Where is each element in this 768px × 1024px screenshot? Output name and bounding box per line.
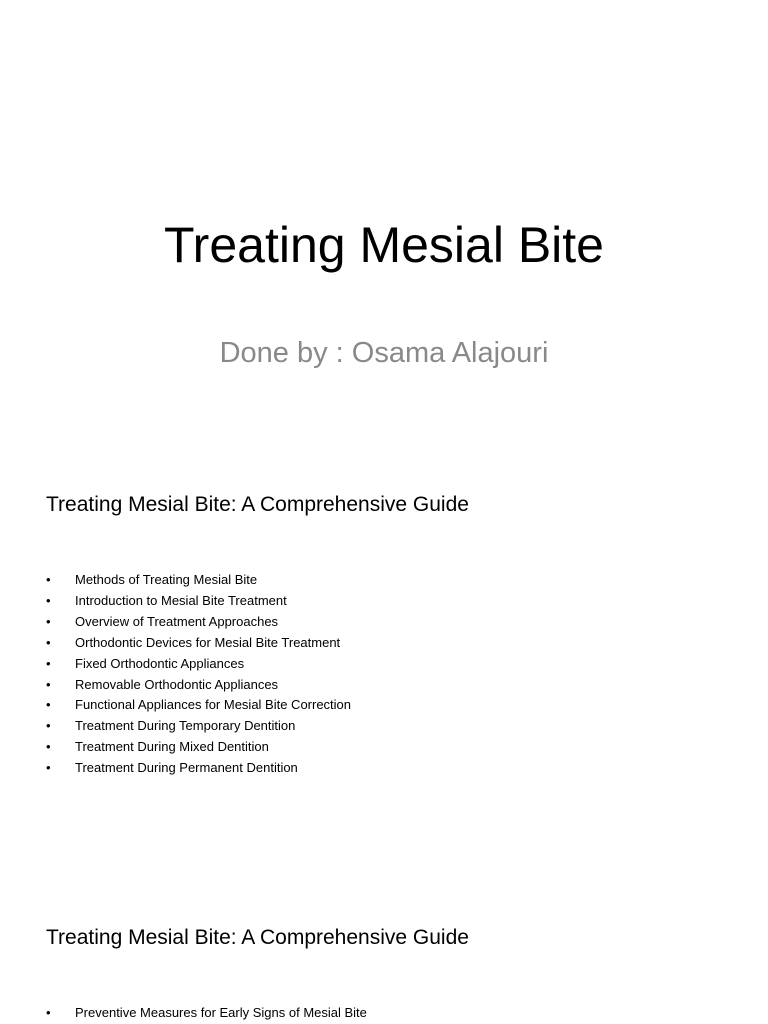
list-item-text: Removable Orthodontic Appliances xyxy=(75,676,279,692)
bullet-icon: • xyxy=(46,760,51,776)
list-item xyxy=(46,633,351,654)
list-item xyxy=(46,737,351,758)
list-item-text: Orthodontic Devices for Mesial Bite Treatment xyxy=(75,634,341,650)
list-item xyxy=(46,570,351,591)
section-heading: Treating Mesial Bite: A Comprehensive Guide xyxy=(46,493,469,516)
list-item-text: Preventive Measures for Early Signs of Mesial Bite xyxy=(75,1005,367,1020)
bullet-icon: • xyxy=(46,718,51,734)
bullet-icon: • xyxy=(46,1005,51,1020)
list-item xyxy=(46,675,351,696)
list-item xyxy=(46,758,351,779)
bullet-list xyxy=(46,570,351,779)
list-item xyxy=(46,716,351,737)
list-item xyxy=(46,591,351,612)
list-item-text: Introduction to Mesial Bite Treatment xyxy=(75,592,287,608)
list-item-text: Fixed Orthodontic Appliances xyxy=(75,655,245,671)
slide-subtitle: Done by : Osama Alajouri xyxy=(219,337,549,369)
list-item-text: Methods of Treating Mesial Bite xyxy=(75,572,258,587)
list-item-text: Treatment During Temporary Dentition xyxy=(75,718,296,734)
list-item-text: Treatment During Mixed Dentition xyxy=(75,739,269,755)
bullet-icon: • xyxy=(46,739,51,755)
bullet-icon: • xyxy=(46,572,51,587)
list-item xyxy=(46,1003,367,1024)
list-item-text: Treatment During Permanent Dentition xyxy=(75,760,298,776)
list-item xyxy=(46,654,351,675)
list-item xyxy=(46,612,351,633)
list-item xyxy=(46,695,351,716)
list-item-text: Overview of Treatment Approaches xyxy=(75,613,279,629)
slide-title: Treating Mesial Bite xyxy=(164,217,604,273)
bullet-icon: • xyxy=(46,655,51,671)
list-item-text: Functional Appliances for Mesial Bite Correction xyxy=(75,697,352,713)
bullet-list xyxy=(46,1003,367,1024)
bullet-icon: • xyxy=(46,676,51,692)
bullet-icon: • xyxy=(46,613,51,629)
section-heading: Treating Mesial Bite: A Comprehensive Guide xyxy=(46,926,469,949)
bullet-icon: • xyxy=(46,697,51,713)
bullet-icon: • xyxy=(46,634,51,650)
bullet-icon: • xyxy=(46,592,51,608)
